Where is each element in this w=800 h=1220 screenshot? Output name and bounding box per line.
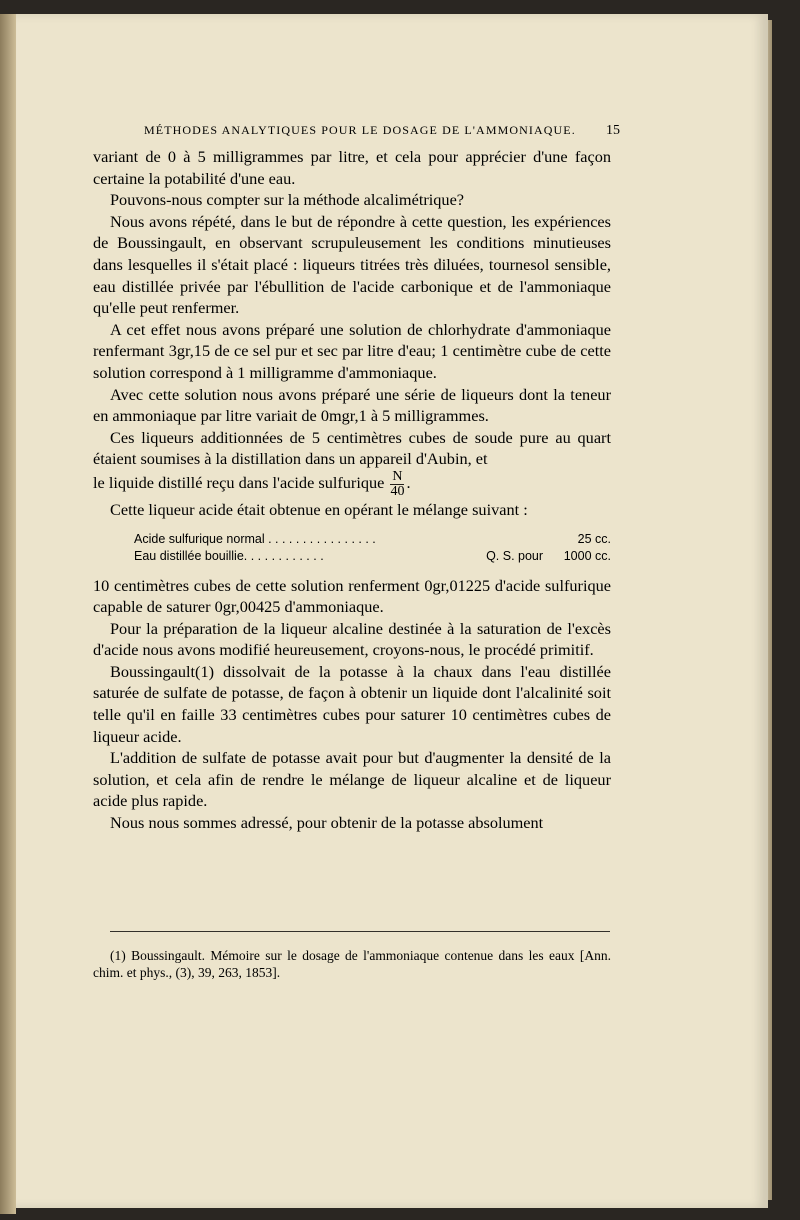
footnote-text: (1) Boussingault. Mémoire sur le dosage de l'ammoniaque contenue dans les eaux [Ann. chim. et phys., (3), 39, 263, 1853]. (93, 948, 611, 980)
adjacent-page-edge (0, 14, 16, 1214)
paragraph: Nous nous sommes adressé, pour obtenir de la potasse absolument (110, 813, 544, 833)
fraction (390, 470, 404, 499)
paragraph: Boussingault(1) dissolvait de la potasse à la chaux dans l'eau distillée saturée de sulfate de potasse, de façon à obtenir un liquide dont l'alcalinité soit telle qu'il en faille 33 centimètres cubes pour saturer 10 centimètres cubes de liqueur acide. (93, 661, 611, 746)
fraction-denominator: 40 (390, 483, 405, 499)
paragraph: A cet effet nous avons préparé une solution de chlorhydrate d'ammoniaque renfermant 3gr,15 de ce sel pur et sec par litre d'eau; 1 centimètre cube de cette solution correspond à 1 milligramme d'ammoniaque. (93, 319, 611, 382)
paragraph: Ces liqueurs additionnées de 5 centimètres cubes de soude pure au quart étaient soumises à la distillation dans un appareil d'Aubin, et (93, 427, 611, 469)
mixture-value: 25 cc. (577, 531, 611, 546)
table-row (134, 531, 611, 548)
mixture-label: Acide sulfurique normal . . . . . . . . . . . . . . . . (134, 531, 376, 546)
mixture-qualifier (465, 531, 543, 548)
footnote-rule (110, 931, 610, 932)
paragraph: L'addition de sulfate de potasse avait pour but d'augmenter la densité de la solution, et cela afin de rendre le mélange de liqueur alcaline et de liqueur acide plus rapide. (93, 748, 611, 811)
fraction-paragraph (93, 470, 611, 499)
paragraph: Avec cette solution nous avons préparé une série de liqueurs dont la teneur en ammoniaque par litre variait de 0mgr,1 à 5 milligrammes. (93, 384, 611, 426)
paragraph: Pouvons-nous compter sur la méthode alcalimétrique? (110, 190, 465, 210)
page-number: 15 (606, 123, 620, 138)
table-row (134, 548, 611, 565)
paragraph: Cette liqueur acide était obtenue en opérant le mélange suivant : (110, 499, 528, 519)
fraction-end: . (406, 473, 411, 493)
mixture-value: 1000 cc. (563, 548, 611, 563)
paragraph: Nous avons répété, dans le but de répondre à cette question, les expériences de Boussingault, en observant scrupuleusement les conditions minutieuses dans lesquelles il s'était placé : liqueurs titrées très diluées, tournesol sensible, eau distillée privée par l'ébullition de l'acide carbonique et de l'ammoniaque qu'elle peut renfermer. (93, 211, 611, 318)
mixture-qualifier: Q. S. pour (486, 548, 544, 563)
mixture-table (134, 531, 611, 565)
header-title: MÉTHODES ANALYTIQUES POUR LE DOSAGE DE L'AMMONIAQUE. (144, 123, 576, 137)
paragraph: Pour la préparation de la liqueur alcaline destinée à la saturation de l'excès d'acide nous avons modifié heureusement, croyons-nous, le procédé primitif. (93, 618, 611, 660)
footnote (93, 947, 611, 981)
paragraph: 10 centimètres cubes de cette solution renferment 0gr,01225 d'acide sulfurique capable de saturer 0gr,00425 d'ammoniaque. (93, 575, 611, 617)
fraction-numerator: N (392, 468, 403, 484)
fraction-text: le liquide distillé reçu dans l'acide sulfurique (93, 473, 385, 493)
page-body (93, 146, 611, 834)
paragraph: variant de 0 à 5 milligrammes par litre, et cela pour apprécier d'une façon certaine la potabilité d'une eau. (93, 147, 611, 188)
mixture-label: Eau distillée bouillie. . . . . . . . . . . . (134, 548, 324, 563)
